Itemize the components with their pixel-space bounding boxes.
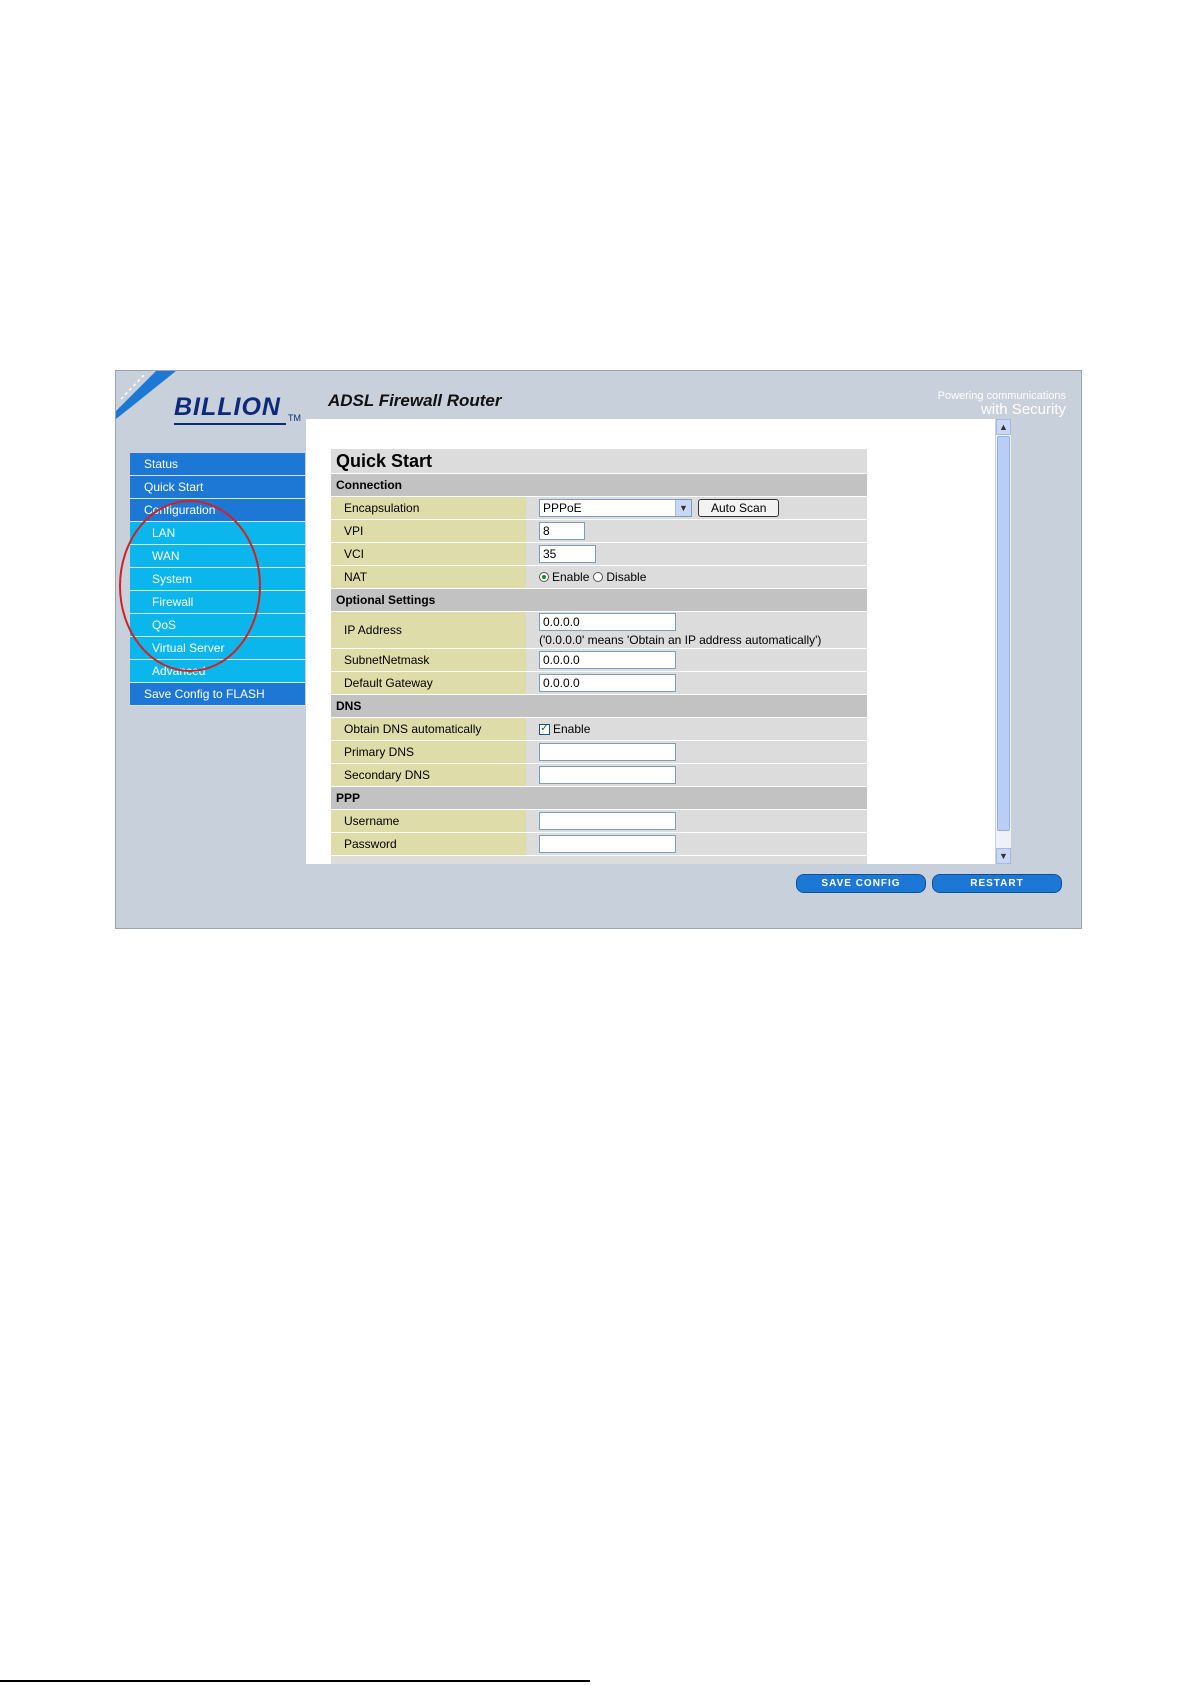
obtain-dns-cell [526,718,867,740]
vertical-scrollbar[interactable] [995,419,1011,864]
secondary-dns-input[interactable] [539,766,676,784]
sidebar-item-status[interactable]: Status [130,453,305,476]
sidebar-item-virtual-server[interactable]: Virtual Server [130,637,305,660]
sidebar-item-lan[interactable]: LAN [130,522,305,545]
auto-scan-button[interactable]: Auto Scan [698,499,779,517]
scrollbar-thumb[interactable] [997,436,1010,831]
ip-address-label: IP Address [331,612,526,648]
row-vpi [331,519,867,542]
form-title: Quick Start [331,449,867,473]
sidebar-item-advanced[interactable]: Advanced [130,660,305,683]
username-cell [526,810,867,832]
secondary-dns-cell [526,764,867,786]
sidebar-item-save-config-flash[interactable]: Save Config to FLASH [130,683,305,706]
swoosh-graphic [116,371,176,419]
section-dns: DNS [331,694,867,717]
footnote-rule [0,1680,590,1682]
row-vci [331,542,867,565]
page-title: ADSL Firewall Router [328,391,502,410]
password-label: Password [331,833,526,855]
encapsulation-label: Encapsulation [331,497,526,519]
row-primary-dns [331,740,867,763]
tagline-line1: Powering communications [937,390,1066,402]
vci-label: VCI [331,543,526,565]
sidebar-item-qos[interactable]: QoS [130,614,305,637]
obtain-dns-enable-label: Enable [553,722,591,736]
default-gateway-label: Default Gateway [331,672,526,694]
row-obtain-dns [331,717,867,740]
row-secondary-dns [331,763,867,786]
row-password [331,832,867,855]
vpi-label: VPI [331,520,526,542]
sidebar-item-quick-start[interactable]: Quick Start [130,476,305,499]
save-config-button[interactable]: SAVE CONFIG [796,874,926,893]
row-default-gateway [331,671,867,694]
restart-button[interactable]: RESTART [932,874,1062,893]
vpi-cell [526,520,867,542]
row-encapsulation [331,496,867,519]
nat-enable-radio[interactable] [539,572,549,582]
username-label: Username [331,810,526,832]
vpi-input[interactable]: 8 [539,522,585,540]
sidebar-item-configuration[interactable]: Configuration [130,499,305,522]
logo-underline [174,423,286,425]
billion-logo: BILLION [174,393,281,421]
primary-dns-label: Primary DNS [331,741,526,763]
ip-address-note: ('0.0.0.0' means 'Obtain an IP address automatically') [539,633,822,647]
row-nat [331,565,867,588]
section-ppp: PPP [331,786,867,809]
nat-disable-label: Disable [606,570,647,584]
encapsulation-cell [526,497,867,519]
sidebar-item-firewall[interactable]: Firewall [130,591,305,614]
content-pane [306,419,1011,864]
row-ip-address [331,611,867,648]
nat-disable-radio[interactable] [593,572,603,582]
secondary-dns-label: Secondary DNS [331,764,526,786]
tagline [938,389,1066,417]
username-input[interactable] [539,812,676,830]
password-input[interactable] [539,835,676,853]
row-subnet-mask [331,648,867,671]
trademark: TM [288,413,301,423]
section-optional-settings: Optional Settings [331,588,867,611]
footer-actions [116,871,1081,901]
default-gateway-input[interactable]: 0.0.0.0 [539,674,676,692]
primary-dns-cell [526,741,867,763]
header [116,371,1081,423]
nat-label: NAT [331,566,526,588]
obtain-dns-checkbox[interactable]: ✓ [540,723,549,734]
nat-cell [526,566,867,588]
obtain-dns-label: Obtain DNS automatically [331,718,526,740]
nat-enable-label: Enable [552,570,590,584]
row-username [331,809,867,832]
form-button-row [331,855,867,864]
sidebar-item-system[interactable]: System [130,568,305,591]
subnet-mask-input[interactable]: 0.0.0.0 [539,651,676,669]
subnet-mask-cell [526,649,867,671]
scroll-up-icon[interactable]: ▲ [996,419,1011,435]
tagline-line2: with Security [980,401,1066,418]
quick-start-form [331,449,867,864]
password-cell [526,833,867,855]
radio-selected-dot [542,575,546,579]
scroll-down-icon[interactable]: ▼ [996,848,1011,864]
sidebar-item-wan[interactable]: WAN [130,545,305,568]
vci-input[interactable]: 35 [539,545,596,563]
vci-cell [526,543,867,565]
ip-address-cell [526,612,867,648]
subnet-mask-label: SubnetNetmask [331,649,526,671]
ip-address-input[interactable]: 0.0.0.0 [539,613,676,631]
encapsulation-select[interactable] [539,499,692,517]
annotation-ellipse [117,498,264,674]
primary-dns-input[interactable] [539,743,676,761]
section-connection: Connection [331,473,867,496]
default-gateway-cell [526,672,867,694]
chevron-down-icon[interactable]: ▼ [675,500,691,516]
encapsulation-value: PPPoE [543,501,582,515]
